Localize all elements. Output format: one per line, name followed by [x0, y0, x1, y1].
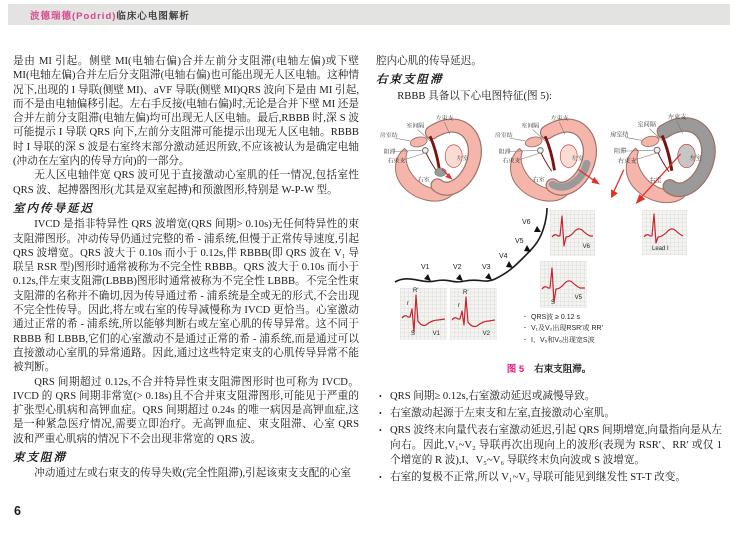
- electrode-marker-v1: [424, 274, 431, 281]
- strip-label-v2: V2: [482, 330, 490, 337]
- header-title-rest: 临床心电图解析: [116, 10, 190, 22]
- electrode-marker-v2: [456, 274, 463, 281]
- header-title: [8, 8, 190, 22]
- label-rv: 右室: [649, 177, 662, 185]
- electrode-marker-v5: [524, 245, 531, 252]
- right-bundle-line: [426, 153, 436, 171]
- paragraph: RBBB 具备以下心电图特征(图 5):: [397, 90, 552, 102]
- label-rv: 右室: [417, 177, 430, 184]
- ecg-strip-lead-i: [642, 210, 687, 255]
- section-heading-rbbb: 右束支阻滞: [376, 74, 444, 87]
- electrode-label-v3: V3: [482, 263, 491, 271]
- label-septum: 室间隔: [521, 123, 540, 130]
- label-rv: 右室: [532, 177, 545, 184]
- figure-5: [376, 109, 722, 353]
- electrode-marker-v4: [506, 261, 513, 268]
- label-septum: 室间隔: [637, 121, 656, 129]
- figure-caption: [376, 361, 722, 375]
- label-av-node: 房室结: [379, 133, 398, 140]
- electrode-marker-v3: [485, 273, 492, 280]
- rbbb-feature-list: [376, 389, 722, 485]
- page-content: [13, 55, 722, 487]
- label-septum: 室间隔: [406, 123, 425, 130]
- electrode-label-v4: V4: [499, 252, 508, 260]
- left-column: [13, 55, 359, 487]
- strip-label-lead-i: Lead I: [652, 245, 669, 252]
- label-right-bundle: 右束支: [387, 158, 406, 165]
- header-bar: [8, 4, 730, 25]
- figure-note: · V₁及V₂出现RSR′或 RR′: [524, 323, 699, 335]
- section-heading-ivcd: 室内传导延迟: [13, 202, 94, 215]
- electrode-label-v2: V2: [453, 263, 462, 271]
- ecg-strip-v2: [450, 288, 497, 340]
- septum: [430, 136, 439, 170]
- label-left-bundle: 左束支: [550, 116, 569, 123]
- strip-label-v5: V5: [574, 294, 582, 301]
- heart-diagram-stage-1: [378, 109, 484, 207]
- list-item: • 右室激动起源于左束支和左室,直接激动心室肌。: [376, 406, 722, 421]
- electrode-marker-v6: [534, 226, 541, 232]
- block-point: [537, 147, 543, 153]
- heart-diagram-stage-3: [607, 109, 719, 207]
- wave-label-r-prime: R′: [463, 289, 469, 296]
- label-av-node: 房室结: [610, 131, 629, 139]
- strip-label-v6: V6: [582, 243, 590, 250]
- label-block: 阻滞: [498, 149, 511, 156]
- wave-label-s: S: [411, 330, 416, 337]
- av-node: [409, 135, 428, 148]
- label-lv: 左室: [571, 155, 584, 162]
- septum: [545, 136, 554, 170]
- strip-label-v1: V1: [432, 330, 440, 337]
- block-point: [654, 147, 660, 153]
- paragraph: 冲动通过左或右束支的传导失败(完全性阻滞),引起该束支支配的心室: [34, 468, 352, 480]
- wave-label-s: S: [551, 299, 556, 306]
- label-right-bundle: 右束支: [502, 158, 521, 165]
- paragraph: IVCD 是指非特异性 QRS 波增宽(QRS 间期> 0.10s)无任何特异性的束支阻滞图形。冲动传导仍通过完整的希 - 浦系统,但慢于正常传导速度,引起 QRS 波增宽。QRS 波大于 0.10s 而小于 0.12s,伴 RBBB(即 QRS 波在 V₁ 导联呈 RSR 型)图形时通常被称为不完全性 RBBB。QRS 波大于 0.10s 而小于 0.12s,伴左束支阻滞(LBBB)图形时通常被称为不完全性 LBBB。不完全性束支阻滞的名称并不确切,因为传导通过希 - 浦系统是全或无的形式,不会出现不完全性传导。因此,将左或右室的传导减慢称为 IVCD 更恰当。心室激动通过正常的希 - 浦系统,所以能够判断右或左室心肌的传导异常。这不同于 RBBB 和 LBBB,它们的心室激动不是通过正常的希 - 浦系统,而是通过可以直接激动心室肌的异常通路。因此,通过这些特定束支的心肌传导异常不能被判断。: [13, 219, 359, 374]
- right-bundle-line: [541, 153, 551, 171]
- label-left-bundle: 左束支: [435, 116, 454, 123]
- electrode-label-v1: V1: [421, 263, 430, 271]
- figure-caption-text: 右束支阻滞。: [534, 363, 592, 375]
- figure-notes: [524, 312, 699, 347]
- activation-arrowhead: [591, 177, 600, 185]
- activation-arrow: [613, 170, 624, 194]
- ecg-strip-v5: [540, 261, 587, 308]
- list-item: • 右室的复极不正常,所以 V₁~V₃ 导联可能见到继发性 ST-T 改变。: [376, 470, 722, 485]
- figure-note: · I、V₅和V₆出现宽S波: [524, 335, 699, 347]
- paragraph: QRS 间期超过 0.12s,不合并特异性束支阻滞图形时也可称为 IVCD。IVCD 的 QRS 间期非常宽(> 0.18s)且不合并束支阻滞图形,可能见于严重的扩张型心肌病和高钾血症。QRS 间期超过 0.24s 的唯一病因是高钾血症,这是一种紧急医疗情况,需要立即治疗。无高钾血症、束支阻滞、心室 QRS 波和严重心肌病的情况下不会出现非常宽的 QRS 波。: [13, 376, 359, 445]
- label-right-bundle: 右束支: [617, 157, 637, 165]
- wave-label-r: r: [407, 300, 409, 307]
- ecg-strip-v6: [550, 210, 595, 256]
- av-node: [524, 135, 543, 148]
- label-av-node: 房室结: [494, 133, 513, 140]
- right-column: [376, 55, 722, 487]
- wave-label-r-prime: R′: [413, 287, 419, 294]
- heart-diagram-stage-2: [493, 109, 599, 207]
- electrode-label-v5: V5: [515, 237, 524, 245]
- paragraph: 是由 MI 引起。侧壁 MI(电轴右偏)合并左前分支阻滞(电轴左偏)或下壁 MI(电轴左偏)合并左后分支阻滞(电轴右偏)也可能出现无人区电轴。这种情况下,出现的 I 导联(侧壁 MI)、aVF 导联(侧壁 MI)QRS 波向下是由 MI 引起,而不是由电轴偏移引起。左右手反接(电轴右偏)时,无论是合并下壁 MI 还是合并左前分支阻滞(电轴左偏)均可出现无人区电轴。最后,RBBB 时,深 S 波可能提示 I 导联 QRS 向下,左前分支阻滞可能提示出现无人区电轴。RBBB 时 I 导联的深 S 波是右室终末部分激动延迟所致,不应该被认为是确定电轴(冲动在左室内的传导方向)的一部分。: [13, 56, 359, 168]
- label-block: 阻滞: [614, 147, 627, 155]
- list-item: • QRS 波终末向量代表右室激动延迟,引起 QRS 间期增宽,向量指向是从左向右。因此,V₁~V₂ 导联再次出现向上的波形(表现为 RSR′、RR′ 或仅 1 个增宽的 R 波),I、V₅~V₆ 导联终末负向波或 S 波增宽。: [376, 423, 722, 468]
- av-node: [641, 135, 660, 148]
- paragraph: 腔内心肌的传导延迟。: [376, 56, 482, 67]
- label-block: 阻滞: [383, 149, 396, 156]
- label-lv: 左室: [456, 155, 469, 162]
- block-point: [422, 147, 428, 153]
- figure-caption-number: 图 5: [506, 363, 525, 375]
- label-lv: 左室: [689, 154, 702, 162]
- electrode-label-v6: V6: [522, 218, 531, 226]
- ecg-strip-v1: [400, 288, 447, 340]
- wave-label-r: r: [458, 302, 460, 309]
- paragraph: 无人区电轴伴宽 QRS 波可见于直接激动心室肌的任一情况,包括室性 QRS 波、起搏器图形(尤其是双室起搏)和预激图形,特别是 W-P-W 型。: [13, 170, 359, 196]
- list-item: • QRS 间期≥ 0.12s,右室激动延迟或减慢导致。: [376, 389, 722, 404]
- page-number: 6: [14, 504, 21, 518]
- header-title-highlight: 波德瑞德(Podrid): [30, 10, 117, 22]
- label-left-bundle: 左束支: [667, 113, 687, 121]
- figure-note: · QRS波 ≥ 0.12 s: [524, 312, 699, 324]
- section-heading-bbb: 束支阻滞: [13, 452, 67, 465]
